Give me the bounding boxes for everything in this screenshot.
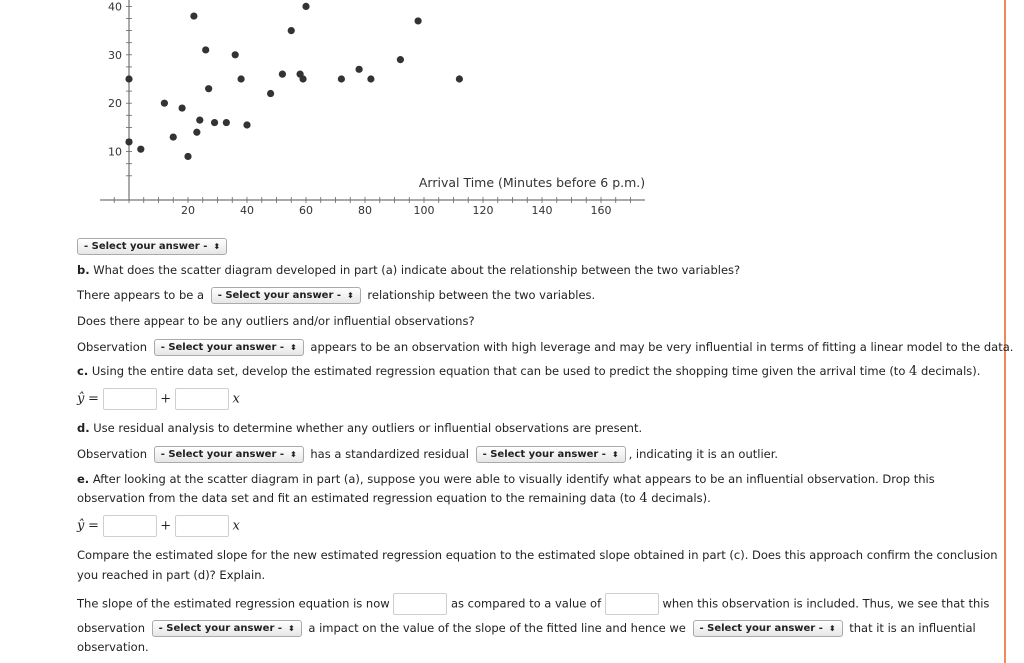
y-tick-label: 10 (108, 145, 122, 159)
outlier-observation-select[interactable] (154, 446, 304, 463)
x-axis-label: Arrival Time (Minutes before 6 p.m.) (418, 175, 646, 190)
select-arrows-icon: ⬍ (347, 291, 354, 300)
select-label: - Select your answer - (482, 449, 606, 460)
data-point (202, 46, 209, 53)
data-point (415, 17, 422, 24)
data-point (238, 75, 245, 82)
part-e-text-2-post: decimals). (651, 491, 711, 505)
data-point (232, 51, 239, 58)
part-a-answer-select[interactable] (77, 238, 227, 255)
data-point (193, 129, 200, 136)
data-point (223, 119, 230, 126)
data-point (267, 90, 274, 97)
select-label: - Select your answer - (699, 623, 823, 634)
data-point (302, 3, 309, 10)
part-e-question-line1 (77, 472, 935, 486)
obs-post: that it is an influential (849, 621, 976, 635)
part-b-question (77, 263, 740, 277)
data-point (125, 138, 132, 145)
select-arrows-icon: ⬍ (290, 450, 297, 459)
sentence-post: relationship between the two variables. (367, 288, 596, 302)
equals-sign: = (88, 391, 99, 407)
data-point (170, 133, 177, 140)
obs-mid: has a standardized residual (310, 447, 469, 461)
select-label: - Select your answer - (217, 290, 342, 301)
outlier-question: Does there appear to be any outliers and/or influential observations? (77, 314, 475, 328)
data-point (279, 71, 286, 78)
part-e-text-2: observation from the data set and fit an estimated regression equation to the remaining data (to (77, 491, 636, 505)
intercept-input-e[interactable] (103, 515, 157, 537)
yhat-symbol: ŷ (77, 518, 85, 534)
x-tick-label: 100 (413, 204, 435, 217)
part-c-text-post: decimals). (920, 364, 981, 378)
select-arrows-icon: ⬍ (288, 624, 295, 633)
slope-input-e[interactable] (175, 515, 229, 537)
select-label: - Select your answer - (160, 449, 285, 460)
select-label: - Select your answer - (158, 623, 283, 634)
x-tick-label: 120 (472, 204, 494, 217)
decimals-value: 4 (909, 364, 918, 379)
x-tick-label: 20 (181, 204, 195, 217)
data-point (243, 121, 250, 128)
slope-input-c[interactable] (175, 388, 229, 410)
part-d-label: d. (77, 421, 90, 435)
select-arrows-icon: ⬍ (611, 450, 619, 459)
obs-pre: Observation (77, 340, 148, 354)
slope-pre: The slope of the estimated regression equation is now (77, 596, 390, 611)
part-c-label: c. (77, 364, 89, 378)
data-point (125, 75, 132, 82)
part-d-text: Use residual analysis to determine whether any outliers or influential observations are present. (93, 421, 643, 435)
data-point (299, 75, 306, 82)
compare-line2: you reached in part (d)? Explain. (77, 568, 266, 582)
data-point (288, 27, 295, 34)
yhat-symbol: ŷ (77, 391, 85, 407)
x-variable: x (232, 518, 240, 534)
plus-sign: + (160, 391, 172, 407)
equals-sign: = (88, 518, 99, 534)
part-d-sentence (77, 446, 778, 463)
part-b-observation (77, 339, 1013, 356)
part-e-equation (77, 515, 240, 537)
data-point (184, 153, 191, 160)
part-c-question (77, 364, 980, 379)
obs-post: appears to be an observation with high leverage and may be very influential in terms of fitting a linear model to the data. (310, 340, 1014, 354)
last-line: observation. (77, 640, 149, 654)
select-arrows-icon: ⬍ (828, 624, 836, 633)
part-d-question (77, 421, 642, 435)
data-point (456, 75, 463, 82)
part-e-label: e. (77, 472, 90, 486)
part-e-text: After looking at the scatter diagram in part (a), suppose you were able to visually identify what appears to be an influential observation. Drop this (92, 472, 935, 486)
part-c-text: Using the entire data set, develop the estimated regression equation that can be used to predict the shopping time given the arrival time (to (91, 364, 906, 378)
influential-observation-select[interactable] (154, 339, 304, 356)
y-tick-label: 20 (108, 97, 122, 111)
intercept-input-c[interactable] (103, 388, 157, 410)
slope-sentence (77, 593, 989, 615)
x-tick-label: 60 (299, 204, 313, 217)
slope-mid: as compared to a value of (450, 596, 602, 611)
select-label: - Select your answer - (160, 342, 285, 353)
data-point (179, 104, 186, 111)
y-tick-label: 40 (108, 0, 122, 14)
x-tick-label: 80 (358, 204, 372, 217)
data-point (211, 119, 218, 126)
select-arrows-icon: ⬍ (213, 242, 221, 251)
data-point (190, 12, 197, 19)
select-arrows-icon: ⬍ (290, 343, 297, 352)
x-tick-label: 140 (531, 204, 553, 217)
compare-line1: Compare the estimated slope for the new estimated regression equation to the estimated slope obtained in part (c). Does this approach confirm the conclusion (77, 548, 998, 562)
relationship-select[interactable] (211, 287, 361, 304)
x-tick-label: 160 (590, 204, 612, 217)
data-point (196, 117, 203, 124)
obs-pre: Observation (77, 447, 148, 461)
sentence-pre: There appears to be a (77, 288, 205, 302)
data-point (137, 146, 144, 153)
data-point (205, 85, 212, 92)
conclusion-select[interactable] (693, 620, 843, 637)
part-e-question-line2 (77, 491, 711, 506)
slope-post: when this observation is included. Thus, we see that this (662, 596, 990, 611)
obs-mid: a impact on the value of the slope of the fitted line and hence we (308, 621, 686, 635)
data-point (367, 75, 374, 82)
impact-sentence (77, 620, 976, 637)
plus-sign: + (160, 518, 172, 534)
x-tick-label: 40 (240, 204, 254, 217)
obs-post: , indicating it is an outlier. (628, 447, 779, 461)
x-variable: x (232, 391, 240, 407)
data-point (356, 66, 363, 73)
standardized-residual-select[interactable] (476, 446, 626, 463)
obs-pre: observation (77, 621, 146, 635)
right-border-line (1004, 0, 1006, 663)
data-point (161, 100, 168, 107)
y-tick-label: 30 (108, 48, 122, 62)
part-c-equation (77, 388, 240, 410)
part-b-text: What does the scatter diagram developed in part (a) indicate about the relationship between the two variables? (93, 263, 741, 277)
data-point (397, 56, 404, 63)
original-slope-input[interactable] (605, 593, 659, 615)
select-label: - Select your answer - (84, 241, 208, 252)
data-point (338, 75, 345, 82)
decimals-value: 4 (639, 491, 648, 506)
scatter-plot (0, 0, 1000, 225)
impact-select[interactable] (152, 620, 302, 637)
part-b-label: b. (77, 263, 90, 277)
part-b-sentence (77, 287, 595, 304)
new-slope-input[interactable] (393, 593, 447, 615)
